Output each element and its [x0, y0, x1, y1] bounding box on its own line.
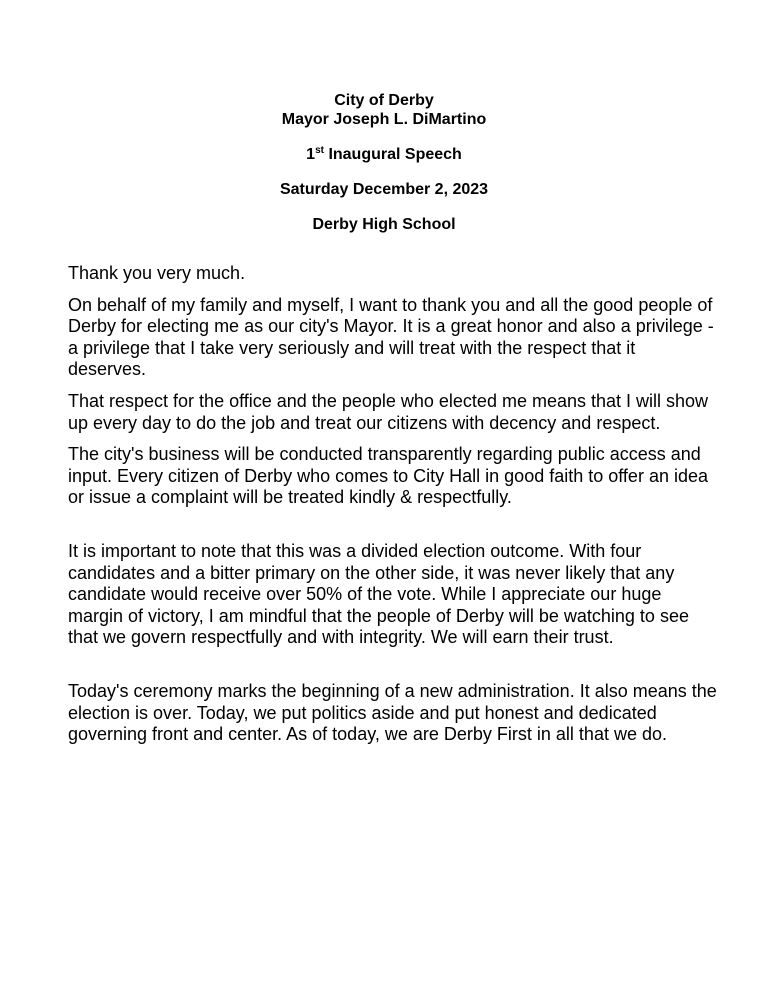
- paragraph: The city's business will be conducted transparently regarding public access and input. Every citizen of Derby who comes to City Hall in good faith to offer an idea or issue a complaint will be treated kindly & respectfully.: [68, 444, 708, 508]
- speech-ordinal-suffix: st: [315, 145, 324, 156]
- mayor-name: Mayor Joseph L. DiMartino: [281, 111, 487, 128]
- paragraph: It is important to note that this was a divided election outcome. With four candidates and a bitter primary on the other side, it was never likely that any candidate would receive over 50% of the vote. While I appreciate our huge margin of victory, I am mindful that the people of Derby will be watching to see that we govern respectfully and with integrity. We will earn their trust.: [68, 540, 689, 648]
- paragraph: On behalf of my family and myself, I want to thank you and all the good people of Derby for electing me as our city's Mayor. It is a great honor and also a privilege - a privilege that I take very seriously and will treat with the respect that it deserves.: [68, 294, 714, 380]
- speech-title: [0, 145, 768, 164]
- speech-title-text: Inaugural Speech: [328, 146, 462, 163]
- paragraph: Today's ceremony marks the beginning of a new administration. It also means the election is over. Today, we put politics aside and put honest and dedicated governing front and center. As of today, we are Derby First in all that we do.: [68, 680, 717, 745]
- city-name: City of Derby: [334, 92, 434, 109]
- speech-date: Saturday December 2, 2023: [279, 181, 489, 198]
- paragraph: That respect for the office and the people who elected me means that I will show up every day to do the job and treat our citizens with decency and respect.: [68, 390, 709, 433]
- speech-header: [0, 91, 768, 234]
- paragraph: Thank you very much.: [68, 263, 246, 283]
- speech-ordinal-number: 1: [306, 146, 316, 163]
- speech-body: [68, 263, 718, 746]
- speech-venue: Derby High School: [312, 216, 456, 233]
